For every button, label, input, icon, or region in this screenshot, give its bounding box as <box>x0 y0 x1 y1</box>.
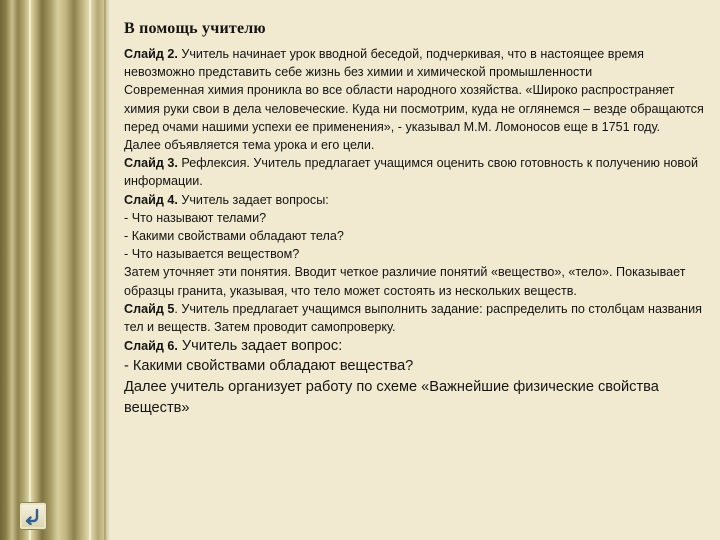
slide-2-label: Слайд 2. <box>124 47 178 61</box>
return-arrow-icon <box>24 507 42 525</box>
panel-highlight-line <box>29 0 31 540</box>
slide-4-text: Учитель задает вопросы: <box>177 192 329 207</box>
slide-6-label: Слайд 6. <box>124 339 178 354</box>
slide-4-question: - Какими свойствами обладают тела? <box>124 229 344 244</box>
page-title: В помощь учителю <box>124 20 266 37</box>
slide-5-text: . Учитель предлагает учащимся выполнить задание: распределить по столбцам названия тел и веществ. Затем проводит самопроверку. <box>124 301 702 335</box>
slide-6-paragraph <box>124 336 704 356</box>
slide-4-question: - Что называют телами? <box>124 210 267 225</box>
back-button[interactable] <box>19 502 47 530</box>
slide-4-paragraph <box>124 191 704 209</box>
slide-6-text: Учитель задает вопрос: <box>177 338 343 355</box>
slide-5-paragraph <box>124 300 704 336</box>
panel-highlight-line <box>89 0 91 540</box>
decorative-side-panel <box>0 0 106 540</box>
slide-2-text: Учитель начинает урок вводной беседой, подчеркивая, что в настоящее время невозможно представить себе жизнь без химии и химической промышленности <box>124 47 644 80</box>
slide-5-label: Слайд 5 <box>124 301 175 316</box>
slide-3-label: Слайд 3. <box>124 156 178 171</box>
slide-6-after: Далее учитель организует работу по схеме «Важнейшие физические свойства веществ» <box>124 379 659 417</box>
slide-2-after: Далее объявляется тема урока и его цели. <box>124 138 375 153</box>
panel-shadow-edge <box>104 0 110 540</box>
slide-3-paragraph <box>124 154 704 190</box>
slide-6-question: - Какими свойствами обладают вещества? <box>124 358 414 375</box>
slide-content <box>124 20 704 419</box>
slide-3-text: Рефлексия. Учитель предлагает учащимся оценить свою готовность к получению новой информации. <box>124 156 698 189</box>
lomonosov-quote: Современная химия проникла во все области народного хозяйства. «Широко распространяет химия руки свои в дела человеческие. Куда ни посмотрим, куда не оглянемся – везде обращаются перед очами нашими успехи ее применения», - указывал М.М. Ломоносов еще в 1751 году. <box>124 83 704 134</box>
slide-4-label: Слайд 4. <box>124 192 178 207</box>
slide-4-question: - Что называется веществом? <box>124 247 300 262</box>
slide-2-paragraph <box>124 45 704 81</box>
slide-4-after: Затем уточняет эти понятия. Вводит четкое различие понятий «вещество», «тело». Показывает образцы гранита, указывая, что тело может состоять из нескольких веществ. <box>124 265 686 298</box>
